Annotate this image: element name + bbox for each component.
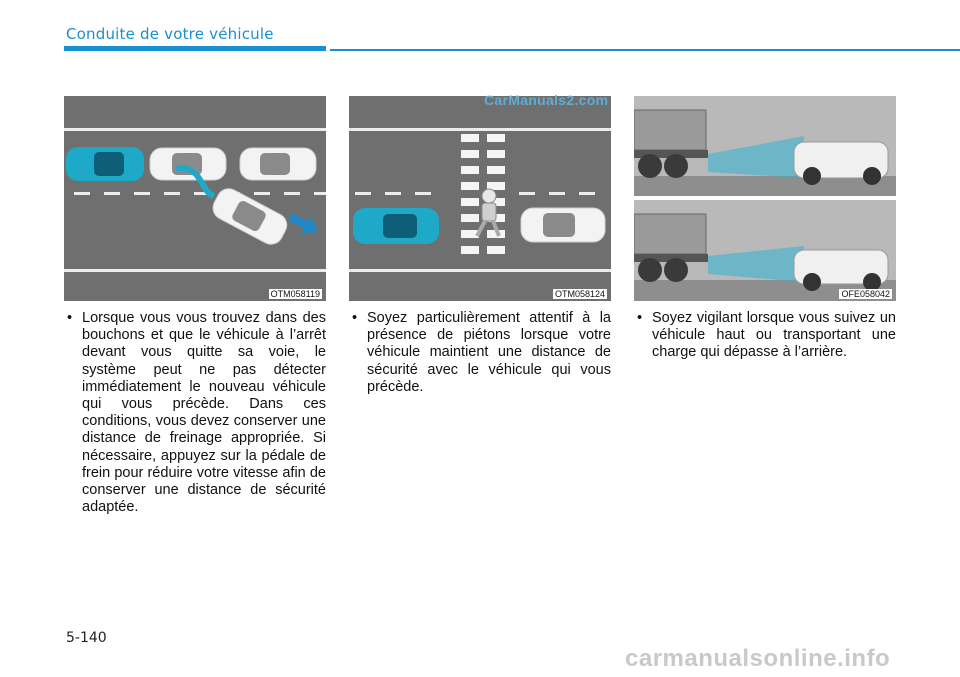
watermark-bottom: carmanualsonline.info <box>625 645 891 672</box>
figure-code: OFE058042 <box>841 289 890 299</box>
figure-truck <box>634 96 896 301</box>
lane-change-illustration <box>64 96 326 301</box>
bullet-paragraph: • Soyez vigilant lorsque vous suivez un véhicule haut ou transportant une charge qui dépasse à l’arrière. <box>634 310 896 362</box>
figure-code: OTM058119 <box>270 289 320 299</box>
figure-pedestrian <box>349 96 611 301</box>
column-2 <box>349 310 611 396</box>
figure-lane-change <box>64 96 326 301</box>
page-number: 5-140 <box>66 630 107 646</box>
figure-code: OTM058124 <box>554 289 605 299</box>
column-1 <box>64 310 326 516</box>
column-3 <box>634 310 896 362</box>
header-rule-thick <box>64 46 326 51</box>
watermark-top: CarManuals2.com <box>484 92 609 108</box>
bullet-paragraph: • Soyez particulièrement attentif à la présence de piétons lorsque votre véhicule maintient une distance de sécurité avec le véhicule qui vous précède. <box>349 310 611 396</box>
header-rule-thin <box>330 49 960 51</box>
pedestrian-illustration <box>349 96 611 301</box>
bullet-paragraph: • Lorsque vous vous trouvez dans des bouchons et que le véhicule à l’arrêt devant vous quitte sa voie, le système peut ne pas détecter immédiatement le nouveau véhicule qui vous précède. Dans ces conditions, vous devez conserver une distance de freinage appropriée. Si nécessaire, appuyez sur la pédale de frein pour réduire votre vitesse afin de conserver une distance de sécurité adaptée. <box>64 310 326 516</box>
truck-illustration <box>634 96 896 301</box>
section-title: Conduite de votre véhicule <box>66 25 274 43</box>
